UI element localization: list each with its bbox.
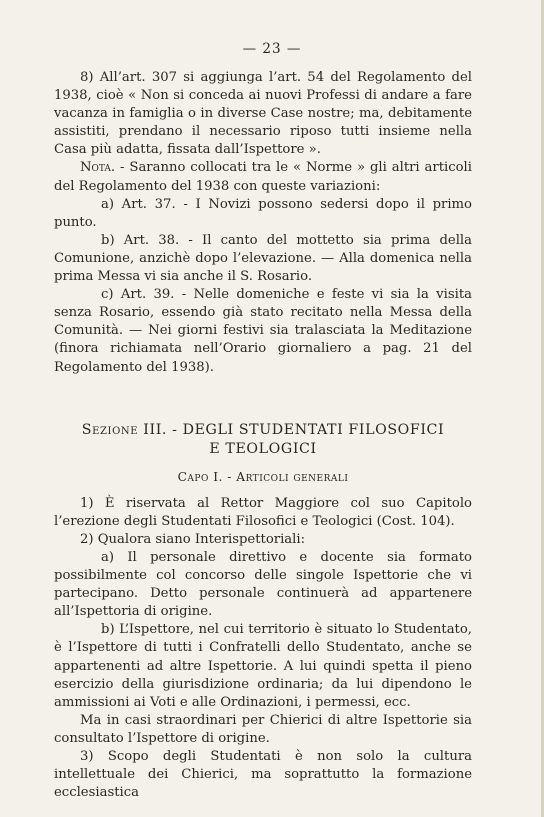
section-label: Sezione bbox=[81, 421, 139, 438]
paragraph-3: 3) Scopo degli Studentati è non solo la cultura intellettuale dei Chierici, ma soprattutto la formazione ecclesiastica bbox=[54, 749, 472, 801]
paragraph-2a: a) Il personale direttivo e docente sia formato possibilmente col concorso delle singole Ispettorie che vi partecipano. Detto personale continuerà ad appartenere all’Ispettoria di origine. bbox=[54, 549, 472, 620]
section-title-line1: III. - DEGLI STUDENTATI FILOSOFICI bbox=[143, 421, 445, 438]
nota-label: Nota. bbox=[80, 160, 116, 176]
chapter-heading bbox=[54, 468, 472, 486]
nota-text: Saranno collocati tra le « Norme » gli altri articoli del Regolamento del 1938 con queste variazioni: bbox=[54, 160, 472, 194]
page-number: — 23 — bbox=[242, 41, 302, 57]
chapter-number: I. - bbox=[213, 469, 232, 484]
paragraph-variation-a: a) Art. 37. - I Novizi possono sedersi dopo il primo punto. bbox=[54, 196, 472, 230]
body-text bbox=[54, 69, 472, 802]
paragraph-2-note: Ma in casi straordinari per Chierici di altre Ispettorie sia consultato l’Ispettore di origine. bbox=[54, 712, 472, 746]
chapter-label: Capo bbox=[177, 469, 209, 484]
section-gap bbox=[54, 377, 472, 401]
paragraph-art-307: 8) All’art. 307 si aggiunga l’art. 54 del Regolamento del 1938, cioè « Non si conceda ai nuovi Professi di andare a fare vacanza in famiglia o in diverse Case nostre; ma, debitamente assistiti, prendano il necessario riposo tutti insieme nella Casa più adatta, fissata dall’Ispettore ». bbox=[54, 70, 472, 158]
paragraph-nota: Nota. - Saranno collocati tra le « Norme » gli altri articoli del Regolamento del 1938 con queste variazioni: bbox=[54, 160, 472, 194]
paragraph-2b: b) L’Ispettore, nel cui territorio è situato lo Studentato, è l’Ispettore di tutti i Confratelli dello Studentato, anche se appartenenti ad altre Ispettorie. A lui quindi spetta il pieno esercizio della giurisdizione ordinaria; da lui dipendono le ammissioni ai Voti e alle Ordinazioni, i permessi, ecc. bbox=[54, 622, 472, 710]
paragraph-2: 2) Qualora siano Interispettoriali: bbox=[80, 531, 306, 547]
paragraph-variation-c: c) Art. 39. - Nelle domeniche e feste vi sia la visita senza Rosario, essendo già stato recitato nella Messa della Comunità. — Nei giorni festivi sia tralasciata la Meditazione (finora richiamata nell’Orario giornaliero a pag. 21 del Regolamento del 1938). bbox=[54, 287, 472, 375]
section-heading bbox=[54, 421, 472, 459]
paragraph-variation-b: b) Art. 38. - Il canto del mottetto sia prima della Comunione, anzichè dopo l’elevazione. — Alla domenica nella prima Messa vi sia anche il S. Rosario. bbox=[54, 232, 472, 285]
paragraph-1: 1) È riservata al Rettor Maggiore col suo Capitolo l’erezione degli Studentati Filosofici e Teologici (Cost. 104). bbox=[54, 495, 472, 529]
chapter-title: Articoli generali bbox=[236, 469, 349, 484]
section-title-line2: E TEOLOGICI bbox=[209, 440, 317, 457]
section-heading-line1 bbox=[54, 421, 472, 440]
